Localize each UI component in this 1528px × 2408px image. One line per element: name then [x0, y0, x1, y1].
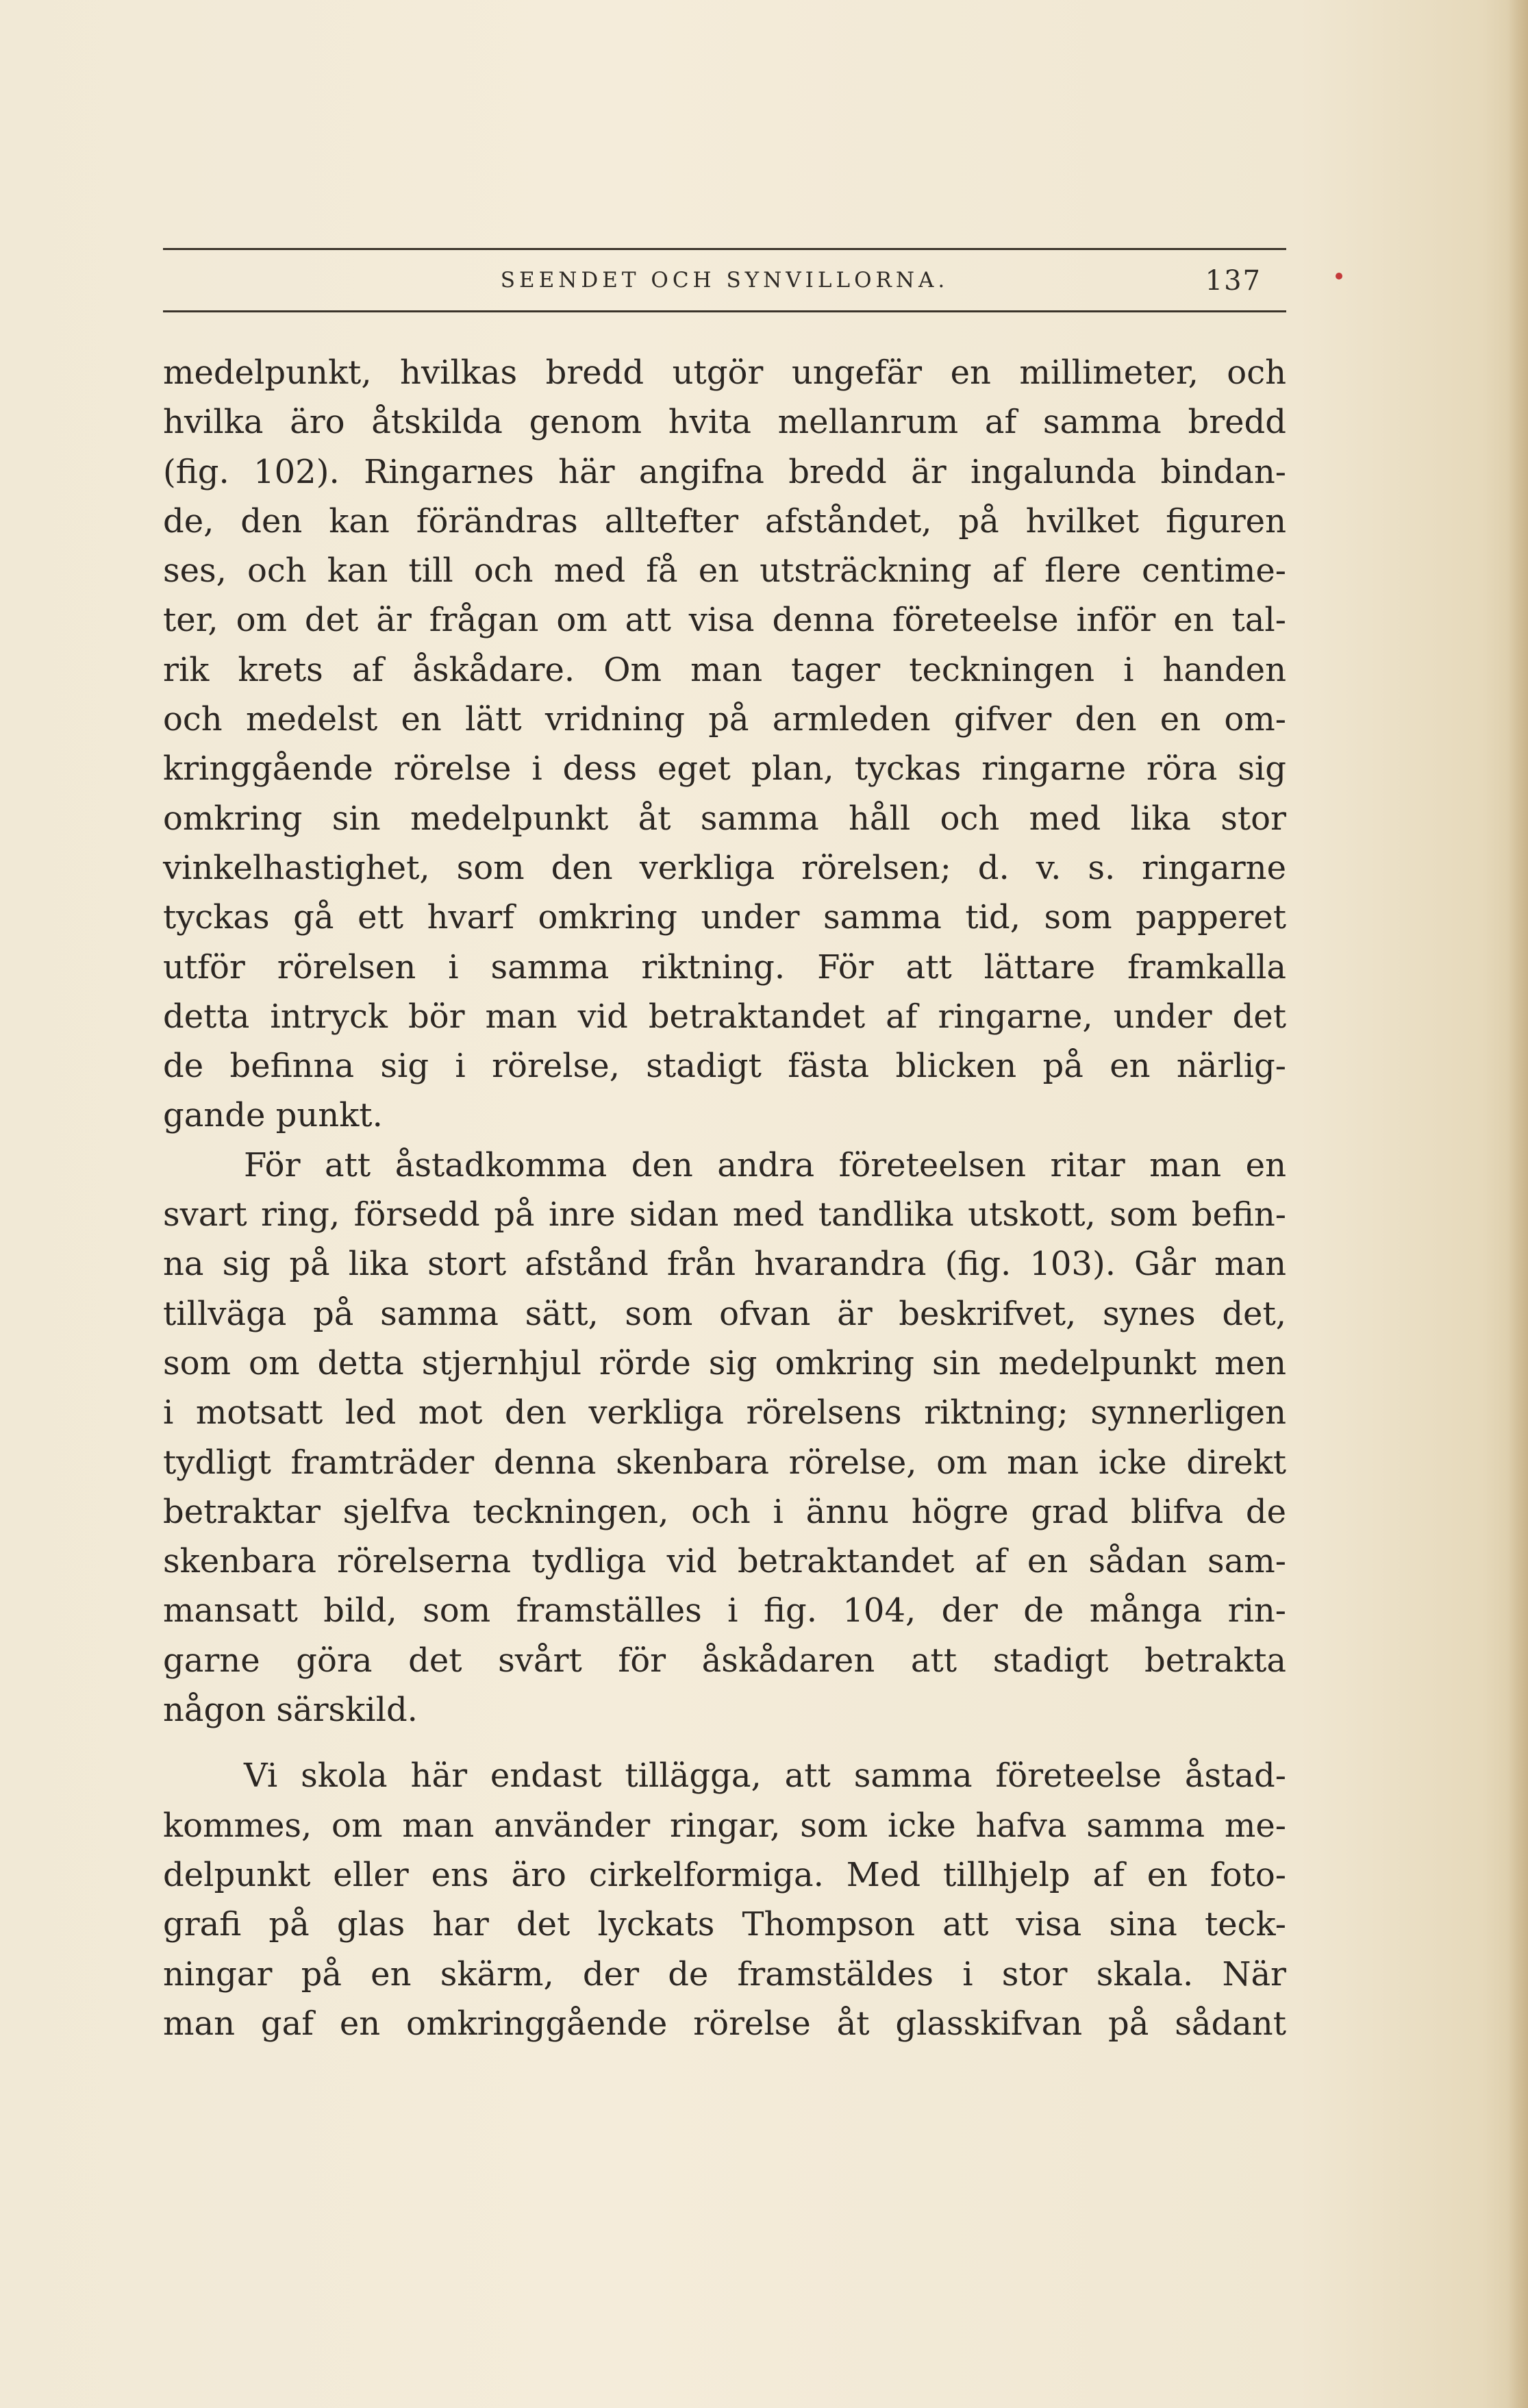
- paragraph-3: [163, 1751, 1286, 2048]
- text-line: garne göra det svårt för åskådaren att stadigt betrakta: [163, 1641, 1286, 1680]
- text-line: de, den kan förändras alltefter afståndet, på hvilket figuren: [163, 501, 1286, 541]
- text-line: utför rörelsen i samma riktning. För att lättare framkalla: [163, 947, 1286, 986]
- text-line: de befinna sig i rörelse, stadigt fästa blicken på en närlig-: [163, 1047, 1286, 1086]
- text-line: i motsatt led mot den verkliga rörelsens riktning; synnerligen: [163, 1393, 1286, 1432]
- text-line: mansatt bild, som framställes i fig. 104, der de många rin-: [163, 1591, 1286, 1630]
- text-line: rik krets af åskådare. Om man tager teckningen i handen: [163, 650, 1286, 689]
- text-line: na sig på lika stort afstånd från hvarandra (fig. 103). Går man: [163, 1245, 1286, 1284]
- text-line: För att åstadkomma den andra företeelsen ritar man en: [244, 1145, 1286, 1184]
- paragraph-2: [163, 1141, 1286, 1735]
- text-line: grafi på glas har det lyckats Thompson att visa sina teck-: [163, 1905, 1286, 1944]
- text-line: skenbara rörelserna tydliga vid betraktandet af en sådan sam-: [163, 1542, 1286, 1581]
- paragraph-1: [163, 348, 1286, 1141]
- text-line: omkring sin medelpunkt åt samma håll och med lika stor: [163, 799, 1286, 838]
- text-line: (fig. 102). Ringarnes här angifna bredd är ingalunda bindan-: [163, 452, 1286, 491]
- text-line: och medelst en lätt vridning på armleden gifver den en om-: [163, 700, 1286, 739]
- page-number: 137: [1205, 265, 1262, 297]
- paragraph-gap: [163, 1735, 1286, 1751]
- text-line: vinkelhastighet, som den verkliga rörelsen; d. v. s. ringarne: [163, 848, 1286, 887]
- text-line: Vi skola här endast tillägga, att samma företeelse åstad-: [244, 1757, 1286, 1796]
- text-line: ningar på en skärm, der de framstäldes i stor skala. När: [163, 1954, 1286, 1994]
- text-line: tyckas gå ett hvarf omkring under samma tid, som papperet: [163, 898, 1286, 937]
- text-line: delpunkt eller ens äro cirkelformiga. Med tillhjelp af en foto-: [163, 1855, 1286, 1894]
- page-edge-shadow: [1507, 0, 1528, 2408]
- text-line: man gaf en omkringgående rörelse åt glasskifvan på sådant: [163, 2004, 1286, 2043]
- text-line: hvilka äro åtskilda genom hvita mellanrum af samma bredd: [163, 403, 1286, 442]
- text-line: tydligt framträder denna skenbara rörelse, om man icke direkt: [163, 1443, 1286, 1482]
- text-line: någon särskild.: [163, 1691, 418, 1730]
- running-header: [163, 248, 1286, 312]
- text-line: betraktar sjelfva teckningen, och i ännu högre grad blifva de: [163, 1492, 1286, 1531]
- text-line: tillväga på samma sätt, som ofvan är beskrifvet, synes det,: [163, 1294, 1286, 1333]
- text-line: som om detta stjernhjul rörde sig omkring sin medelpunkt men: [163, 1343, 1286, 1382]
- text-line: ses, och kan till och med få en utsträckning af flere centime-: [163, 551, 1286, 591]
- text-line: kommes, om man använder ringar, som icke hafva samma me-: [163, 1806, 1286, 1845]
- text-line: kringgående rörelse i dess eget plan, tyckas ringarne röra sig: [163, 749, 1286, 789]
- running-title: SEENDET OCH SYNVILLORNA.: [500, 268, 949, 293]
- body-text: [163, 348, 1286, 2048]
- ink-dot-mark: [1336, 273, 1342, 280]
- text-line: ter, om det är frågan om att visa denna företeelse inför en tal-: [163, 601, 1286, 640]
- text-line: detta intryck bör man vid betraktandet af ringarne, under det: [163, 997, 1286, 1036]
- text-line: gande punkt.: [163, 1096, 383, 1135]
- text-line: medelpunkt, hvilkas bredd utgör ungefär en millimeter, och: [163, 353, 1286, 392]
- text-line: svart ring, försedd på inre sidan med tandlika utskott, som befin-: [163, 1195, 1286, 1234]
